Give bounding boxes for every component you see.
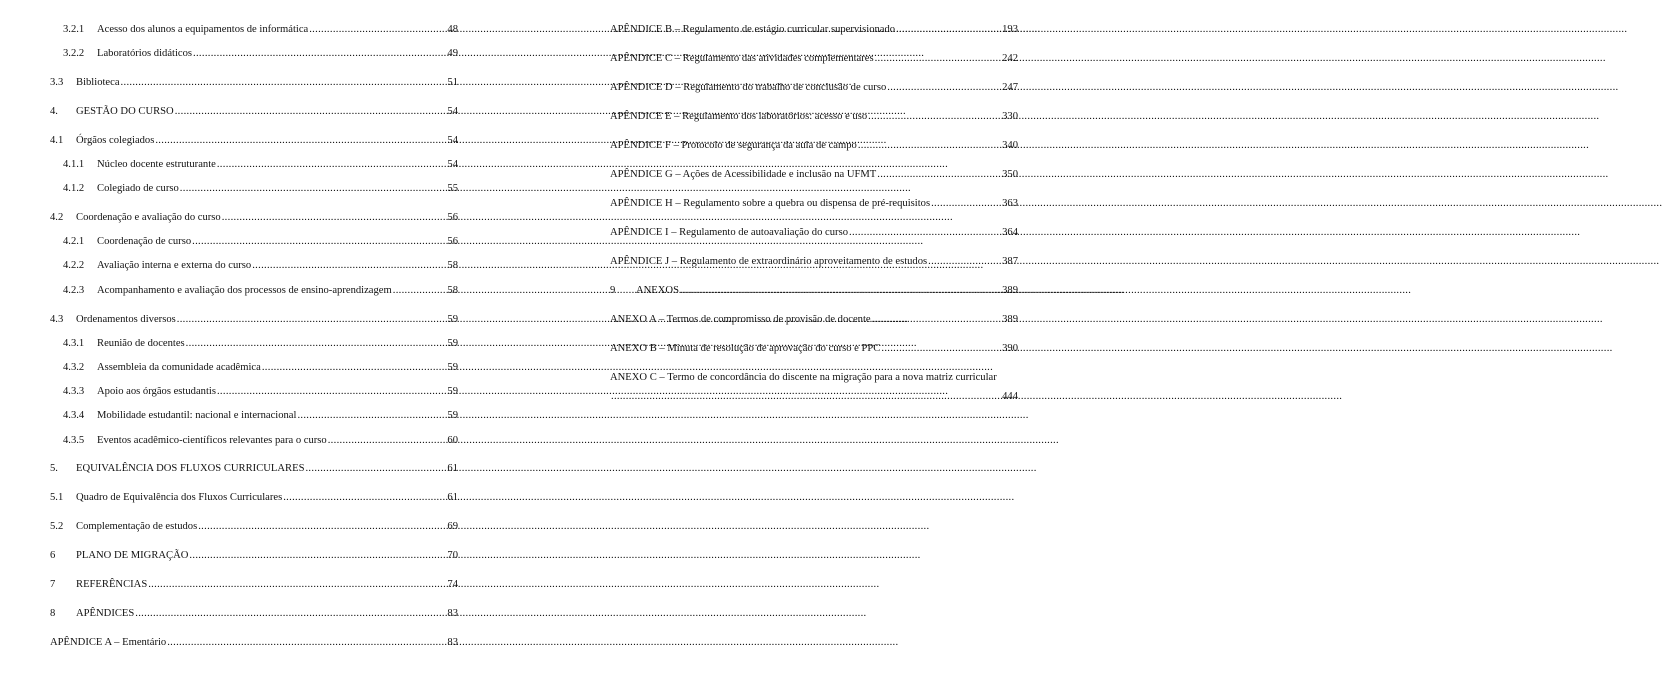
toc-leader-dots	[680, 283, 1001, 299]
toc-entry[interactable]	[50, 490, 458, 506]
toc-leader-dots	[297, 408, 446, 424]
toc-leader-dots	[868, 109, 1001, 125]
toc-entry-page: 58	[447, 260, 458, 271]
toc-entry-title: ANEXO B – Minuta de resolução de aprovação do curso e PPC	[610, 343, 881, 354]
toc-entry[interactable]	[610, 167, 1018, 183]
toc-leader-dots	[393, 283, 447, 299]
toc-entry-title: GESTÃO DO CURSO	[76, 106, 174, 117]
toc-leader-dots	[931, 196, 1001, 212]
toc-entry-title: Biblioteca	[76, 77, 120, 88]
toc-entry-number: 4.2.1	[63, 236, 85, 247]
toc-leader-dots	[198, 519, 446, 535]
toc-leader-dots	[217, 157, 447, 173]
toc-entry-page: 54	[447, 135, 458, 146]
toc-entry[interactable]	[50, 384, 458, 400]
toc-entry-title: Complementação de estudos	[76, 521, 198, 532]
toc-entry[interactable]	[50, 283, 458, 299]
toc-entry-title: APÊNDICE E – Regulamento dos laboratórios: acesso e uso	[610, 111, 868, 122]
toc-entry-page: 58	[447, 285, 458, 296]
toc-entry[interactable]	[610, 51, 1018, 67]
toc-entry-page: 242	[1002, 53, 1018, 64]
toc-entry-title: Ordenamentos diversos	[76, 314, 176, 325]
toc-entry[interactable]	[50, 606, 458, 622]
toc-entry-number: 4.3.2	[63, 362, 85, 373]
toc-entry-title: Avaliação interna e externa do curso	[97, 260, 252, 271]
toc-entry-title: Órgãos colegiados	[76, 135, 155, 146]
toc-entry-page: 59	[447, 410, 458, 421]
toc-entry-title: ANEXOS	[636, 285, 679, 296]
toc-entry[interactable]	[610, 283, 1018, 299]
toc-entry[interactable]	[610, 370, 1018, 386]
toc-entry-page: 61	[447, 492, 458, 503]
toc-entry[interactable]	[50, 46, 458, 62]
toc-entry-page: 444	[1002, 391, 1018, 402]
toc-entry-page: 69	[447, 521, 458, 532]
toc-entry-number: 4.1	[50, 135, 64, 146]
toc-leader-dots	[192, 234, 446, 250]
toc-entry[interactable]	[50, 461, 458, 477]
toc-leader-dots	[155, 133, 446, 149]
toc-entry-page: 51	[447, 77, 458, 88]
toc-entry-page: 390	[1002, 343, 1018, 354]
toc-entry-page: 330	[1002, 111, 1018, 122]
toc-entry[interactable]	[50, 133, 458, 149]
toc-entry-number: 7	[50, 579, 56, 590]
toc-entry[interactable]	[50, 433, 458, 449]
toc-leader-dots	[309, 22, 446, 38]
toc-entry-title: Coordenação e avaliação do curso	[76, 212, 221, 223]
toc-entry-page: 387	[1002, 256, 1018, 267]
toc-leader-dots	[262, 360, 447, 376]
toc-entry[interactable]	[50, 157, 458, 173]
toc-entry-title: Apoio aos órgãos estudantis	[97, 386, 216, 397]
toc-leader-dots	[186, 336, 447, 352]
toc-entry-title: Eventos acadêmico-científicos relevantes para o curso	[97, 435, 327, 446]
toc-entry-number: 6	[50, 550, 56, 561]
toc-entry-number: 3.2.2	[63, 48, 85, 59]
toc-entry[interactable]	[50, 577, 458, 593]
toc-entry[interactable]	[610, 22, 1018, 38]
toc-entry-number: 3.2.1	[63, 24, 85, 35]
toc-entry-title: PLANO DE MIGRAÇÃO	[76, 550, 189, 561]
toc-entry-continuation[interactable]	[610, 389, 1018, 405]
toc-entry-title: APÊNDICE F – Protocolo de segurança da aula de campo	[610, 140, 857, 151]
toc-entry[interactable]	[50, 258, 458, 274]
toc-entry[interactable]	[50, 75, 458, 91]
toc-leader-dots	[887, 80, 1001, 96]
toc-entry-title: APÊNDICE B – Regulamento de estágio curricular supervisionado	[610, 24, 896, 35]
toc-leader-dots	[167, 635, 446, 651]
toc-entry[interactable]	[610, 225, 1018, 241]
toc-entry-number: 4.1.2	[63, 183, 85, 194]
toc-entry-number: 4.3	[50, 314, 64, 325]
toc-leader-dots	[896, 22, 1001, 38]
toc-entry[interactable]	[610, 109, 1018, 125]
toc-leader-dots	[217, 384, 446, 400]
toc-entry-title: Quadro de Equivalência dos Fluxos Curriculares	[76, 492, 283, 503]
toc-entry-title: Assembleia da comunidade acadêmica	[97, 362, 261, 373]
toc-entry[interactable]	[50, 548, 458, 564]
toc-entry-title: REFERÊNCIAS	[76, 579, 148, 590]
toc-entry-page: 389	[1002, 285, 1018, 296]
toc-leader-dots	[189, 548, 446, 564]
toc-leader-dots	[928, 254, 1001, 270]
toc-entry-number: 4.3.4	[63, 410, 85, 421]
toc-leader-dots	[283, 490, 446, 506]
toc-entry-page: 74	[447, 579, 458, 590]
toc-leader-dots	[121, 75, 447, 91]
toc-entry-page: 83	[447, 637, 458, 648]
toc-leader-dots	[252, 258, 446, 274]
toc-entry-page: 363	[1002, 198, 1018, 209]
toc-entry-page: 55	[447, 183, 458, 194]
toc-entry[interactable]	[50, 181, 458, 197]
toc-entry-number: 5.	[50, 463, 58, 474]
toc-entry-number: 4.	[50, 106, 58, 117]
toc-entry[interactable]	[50, 234, 458, 250]
toc-entry-number: 8	[50, 608, 56, 619]
toc-entry-title: APÊNDICE H – Regulamento sobre a quebra ou dispensa de pré-requisitos	[610, 198, 931, 209]
toc-leader-dots	[148, 577, 446, 593]
toc-entry-page: 389	[1002, 314, 1018, 325]
toc-leader-dots	[180, 181, 447, 197]
toc-entry[interactable]	[50, 635, 458, 651]
toc-entry[interactable]	[50, 519, 458, 535]
toc-entry-page: 49	[447, 48, 458, 59]
toc-entry-title: APÊNDICE G – Ações de Acessibilidade e inclusão na UFMT	[610, 169, 877, 180]
toc-entry[interactable]	[50, 22, 458, 38]
toc-entry[interactable]	[610, 312, 1018, 328]
toc-entry-page: 60	[447, 435, 458, 446]
toc-entry[interactable]	[50, 312, 458, 328]
toc-entry-page: 59	[447, 386, 458, 397]
toc-entry[interactable]	[610, 341, 1018, 357]
toc-entry-title: APÊNDICES	[76, 608, 135, 619]
toc-leader-dots	[858, 138, 1001, 154]
toc-entry-number: 4.3.5	[63, 435, 85, 446]
toc-entry-number: 5.2	[50, 521, 64, 532]
toc-entry-page: 59	[447, 338, 458, 349]
toc-entry-number: 4.1.1	[63, 159, 85, 170]
toc-entry-number: 5.1	[50, 492, 64, 503]
toc-leader-dots	[881, 341, 1001, 357]
toc-leader-dots	[611, 389, 1001, 405]
toc-entry-page: 350	[1002, 169, 1018, 180]
toc-entry-title: Núcleo docente estruturante	[97, 159, 216, 170]
toc-entry[interactable]	[50, 408, 458, 424]
toc-leader-dots	[328, 433, 447, 449]
toc-leader-dots	[177, 312, 447, 328]
toc-entry[interactable]	[50, 210, 458, 226]
toc-entry-title: APÊNDICE I – Regulamento de autoavaliação do curso	[610, 227, 848, 238]
toc-entry-page: 54	[447, 106, 458, 117]
toc-entry-page: 193	[1002, 24, 1018, 35]
toc-leader-dots	[222, 210, 447, 226]
toc-leader-dots	[872, 312, 1001, 328]
toc-leader-dots	[135, 606, 446, 622]
toc-entry[interactable]	[610, 196, 1018, 212]
toc-entry-page: 59	[447, 314, 458, 325]
toc-leader-dots	[305, 461, 446, 477]
toc-entry-title: Laboratórios didáticos	[97, 48, 193, 59]
toc-entry-title: Coordenação de curso	[97, 236, 192, 247]
toc-entry-title: APÊNDICE A – Ementário	[50, 637, 167, 648]
toc-entry-page: 340	[1002, 140, 1018, 151]
toc-entry-number: 4.2.3	[63, 285, 85, 296]
toc-entry-page: 247	[1002, 82, 1018, 93]
toc-entry-title: ANEXO C – Termo de concordância do discente na migração para a nova matriz curricular	[610, 372, 997, 383]
toc-leader-dots	[849, 225, 1001, 241]
toc-entry-title: EQUIVALÊNCIA DOS FLUXOS CURRICULARES	[76, 463, 305, 474]
toc-entry-page: 70	[447, 550, 458, 561]
toc-entry[interactable]	[610, 254, 1018, 270]
toc-entry-title: ANEXO A – Termos de compromisso de provisão de docente	[610, 314, 871, 325]
toc-entry-number: 9	[610, 285, 616, 296]
toc-entry-page: 364	[1002, 227, 1018, 238]
toc-entry-title: Reunião de docentes	[97, 338, 185, 349]
toc-leader-dots	[875, 51, 1002, 67]
toc-leader-dots	[877, 167, 1001, 183]
toc-entry[interactable]	[610, 80, 1018, 96]
toc-entry-number: 4.2.2	[63, 260, 85, 271]
toc-leader-dots	[193, 46, 446, 62]
toc-entry-title: APÊNDICE C – Regulamento das atividades complementares	[610, 53, 874, 64]
toc-entry-page: 59	[447, 362, 458, 373]
toc-entry-number: 4.3.3	[63, 386, 85, 397]
toc-entry-page: 56	[447, 236, 458, 247]
toc-entry-title: Acompanhamento e avaliação dos processos de ensino-aprendizagem	[97, 285, 392, 296]
toc-entry-page: 83	[447, 608, 458, 619]
toc-entry[interactable]	[610, 138, 1018, 154]
toc-entry-title: Mobilidade estudantil: nacional e internacional	[97, 410, 297, 421]
toc-entry-title: Acesso dos alunos a equipamentos de informática	[97, 24, 309, 35]
toc-entry-title: Colegiado de curso	[97, 183, 179, 194]
toc-entry-page: 48	[447, 24, 458, 35]
toc-entry-number: 3.3	[50, 77, 64, 88]
toc-entry-title: APÊNDICE J – Regulamento de extraordinário aproveitamento de estudos	[610, 256, 928, 267]
toc-entry-title: APÊNDICE D – Regulamento do trabalho de conclusão de curso	[610, 82, 887, 93]
toc-leader-dots	[175, 104, 447, 120]
toc-entry-page: 56	[447, 212, 458, 223]
toc-entry-number: 4.2	[50, 212, 64, 223]
toc-entry[interactable]	[50, 104, 458, 120]
toc-entry-page: 61	[447, 463, 458, 474]
toc-entry[interactable]	[50, 360, 458, 376]
toc-entry[interactable]	[50, 336, 458, 352]
toc-entry-page: 54	[447, 159, 458, 170]
toc-entry-number: 4.3.1	[63, 338, 85, 349]
